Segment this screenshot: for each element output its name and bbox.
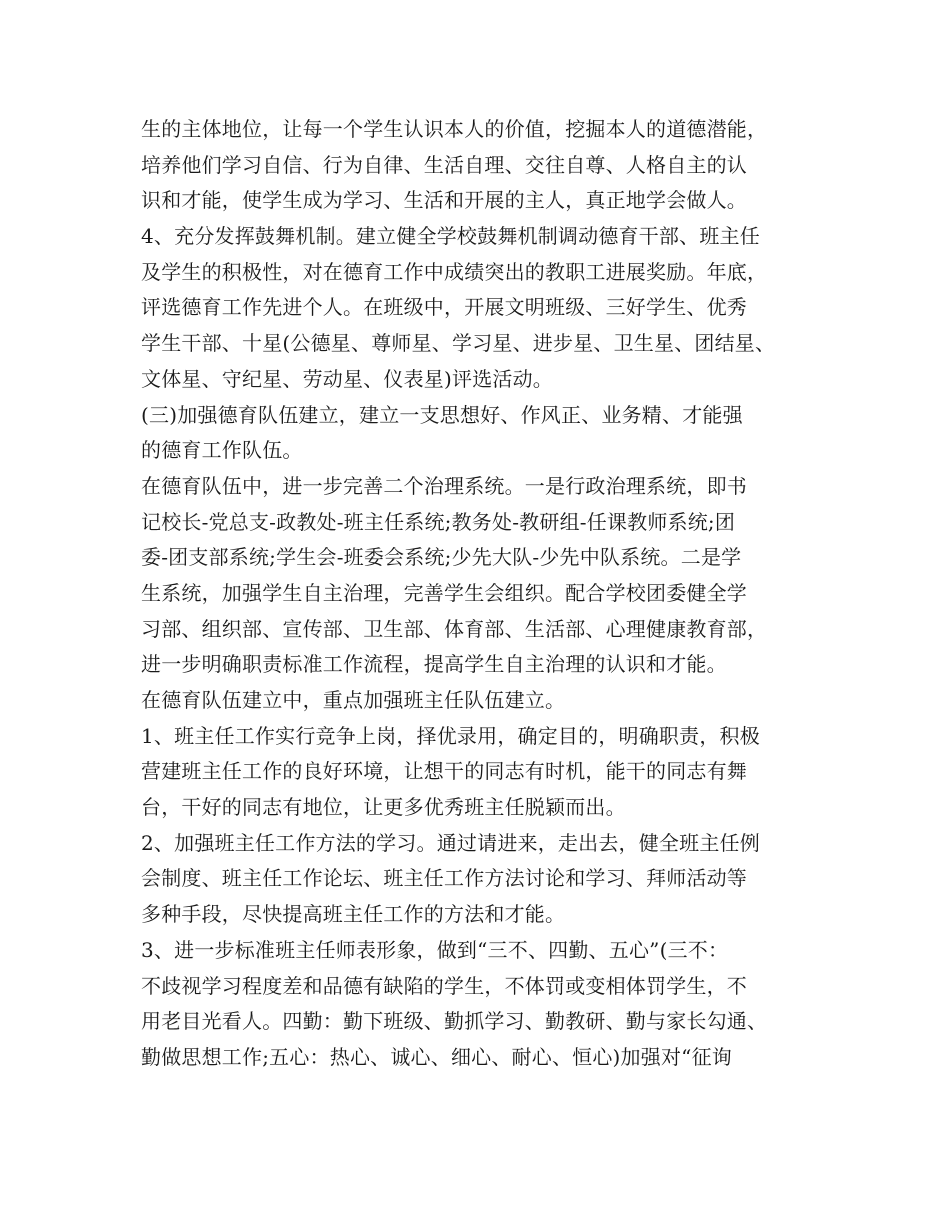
text-line: 多种手段，尽快提高班主任工作的方法和才能。 — [141, 902, 566, 927]
text-line: 在德育队伍中，进一步完善二个治理系统。一是行政治理系统，即书 — [141, 473, 747, 498]
text-line: 营建班主任工作的良好环境，让想干的同志有时机，能干的同志有舞 — [141, 759, 747, 784]
text-line: (三)加强德育队伍建立，建立一支思想好、作风正、业务精、才能强 — [141, 402, 743, 427]
text-line: 生系统，加强学生自主治理，完善学生会组织。配合学校团委健全学 — [141, 580, 747, 605]
text-line: 1、班主任工作实行竞争上岗，择优录用，确定目的，明确职责，积极 — [141, 723, 760, 748]
text-line: 记校长-党总支-政教处-班主任系统;教务处-教研组-任课教师系统;团 — [141, 509, 736, 534]
text-line: 评选德育工作先进个人。在班级中，开展文明班级、三好学生、优秀 — [141, 295, 747, 320]
text-line: 委-团支部系统;学生会-班委会系统;少先大队-少先中队系统。二是学 — [141, 545, 742, 570]
document-body — [141, 112, 831, 1076]
text-line: 进一步明确职责标准工作流程，提高学生自主治理的认识和才能。 — [141, 652, 727, 677]
text-line: 生的主体地位，让每一个学生认识本人的价值，挖掘本人的道德潜能， — [141, 117, 768, 141]
text-line: 勤做思想工作;五心：热心、诚心、细心、耐心、恒心)加强对“征询 — [141, 1044, 732, 1069]
text-line: 会制度、班主任工作论坛、班主任工作方法讨论和学习、拜师活动等 — [141, 866, 747, 891]
text-line: 识和才能，使学生成为学习、生活和开展的主人，真正地学会做人。 — [141, 188, 747, 213]
text-line: 不歧视学习程度差和品德有缺陷的学生，不体罚或变相体罚学生，不 — [141, 973, 747, 998]
text-line: 4、充分发挥鼓舞机制。建立健全学校鼓舞机制调动德育干部、班主任 — [141, 224, 760, 249]
text-line: 在德育队伍建立中，重点加强班主任队伍建立。 — [141, 688, 566, 712]
text-line: 及学生的积极性，对在德育工作中成绩突出的教职工进展奖励。年底， — [141, 259, 768, 284]
text-line: 的德育工作队伍。 — [141, 438, 303, 463]
text-line: 2、加强班主任工作方法的学习。通过请进来，走出去，健全班主任例 — [141, 830, 760, 855]
text-line: 学生干部、十星(公德星、尊师星、学习星、进步星、卫生星、团结星、 — [141, 331, 776, 356]
text-line: 3、进一步标准班主任师表形象，做到“三不、四勤、五心”(三不： — [141, 937, 729, 962]
text-line: 培养他们学习自信、行为自律、生活自理、交往自尊、人格自主的认 — [141, 152, 747, 177]
text-line: 习部、组织部、宣传部、卫生部、体育部、生活部、心理健康教育部， — [141, 616, 768, 641]
text-line: 台，干好的同志有地位，让更多优秀班主任脱颖而出。 — [141, 795, 626, 820]
text-line: 用老目光看人。四勤：勤下班级、勤抓学习、勤教研、勤与家长勾通、 — [141, 1009, 768, 1034]
text-line: 文体星、守纪星、劳动星、仪表星)评选活动。 — [141, 366, 554, 391]
